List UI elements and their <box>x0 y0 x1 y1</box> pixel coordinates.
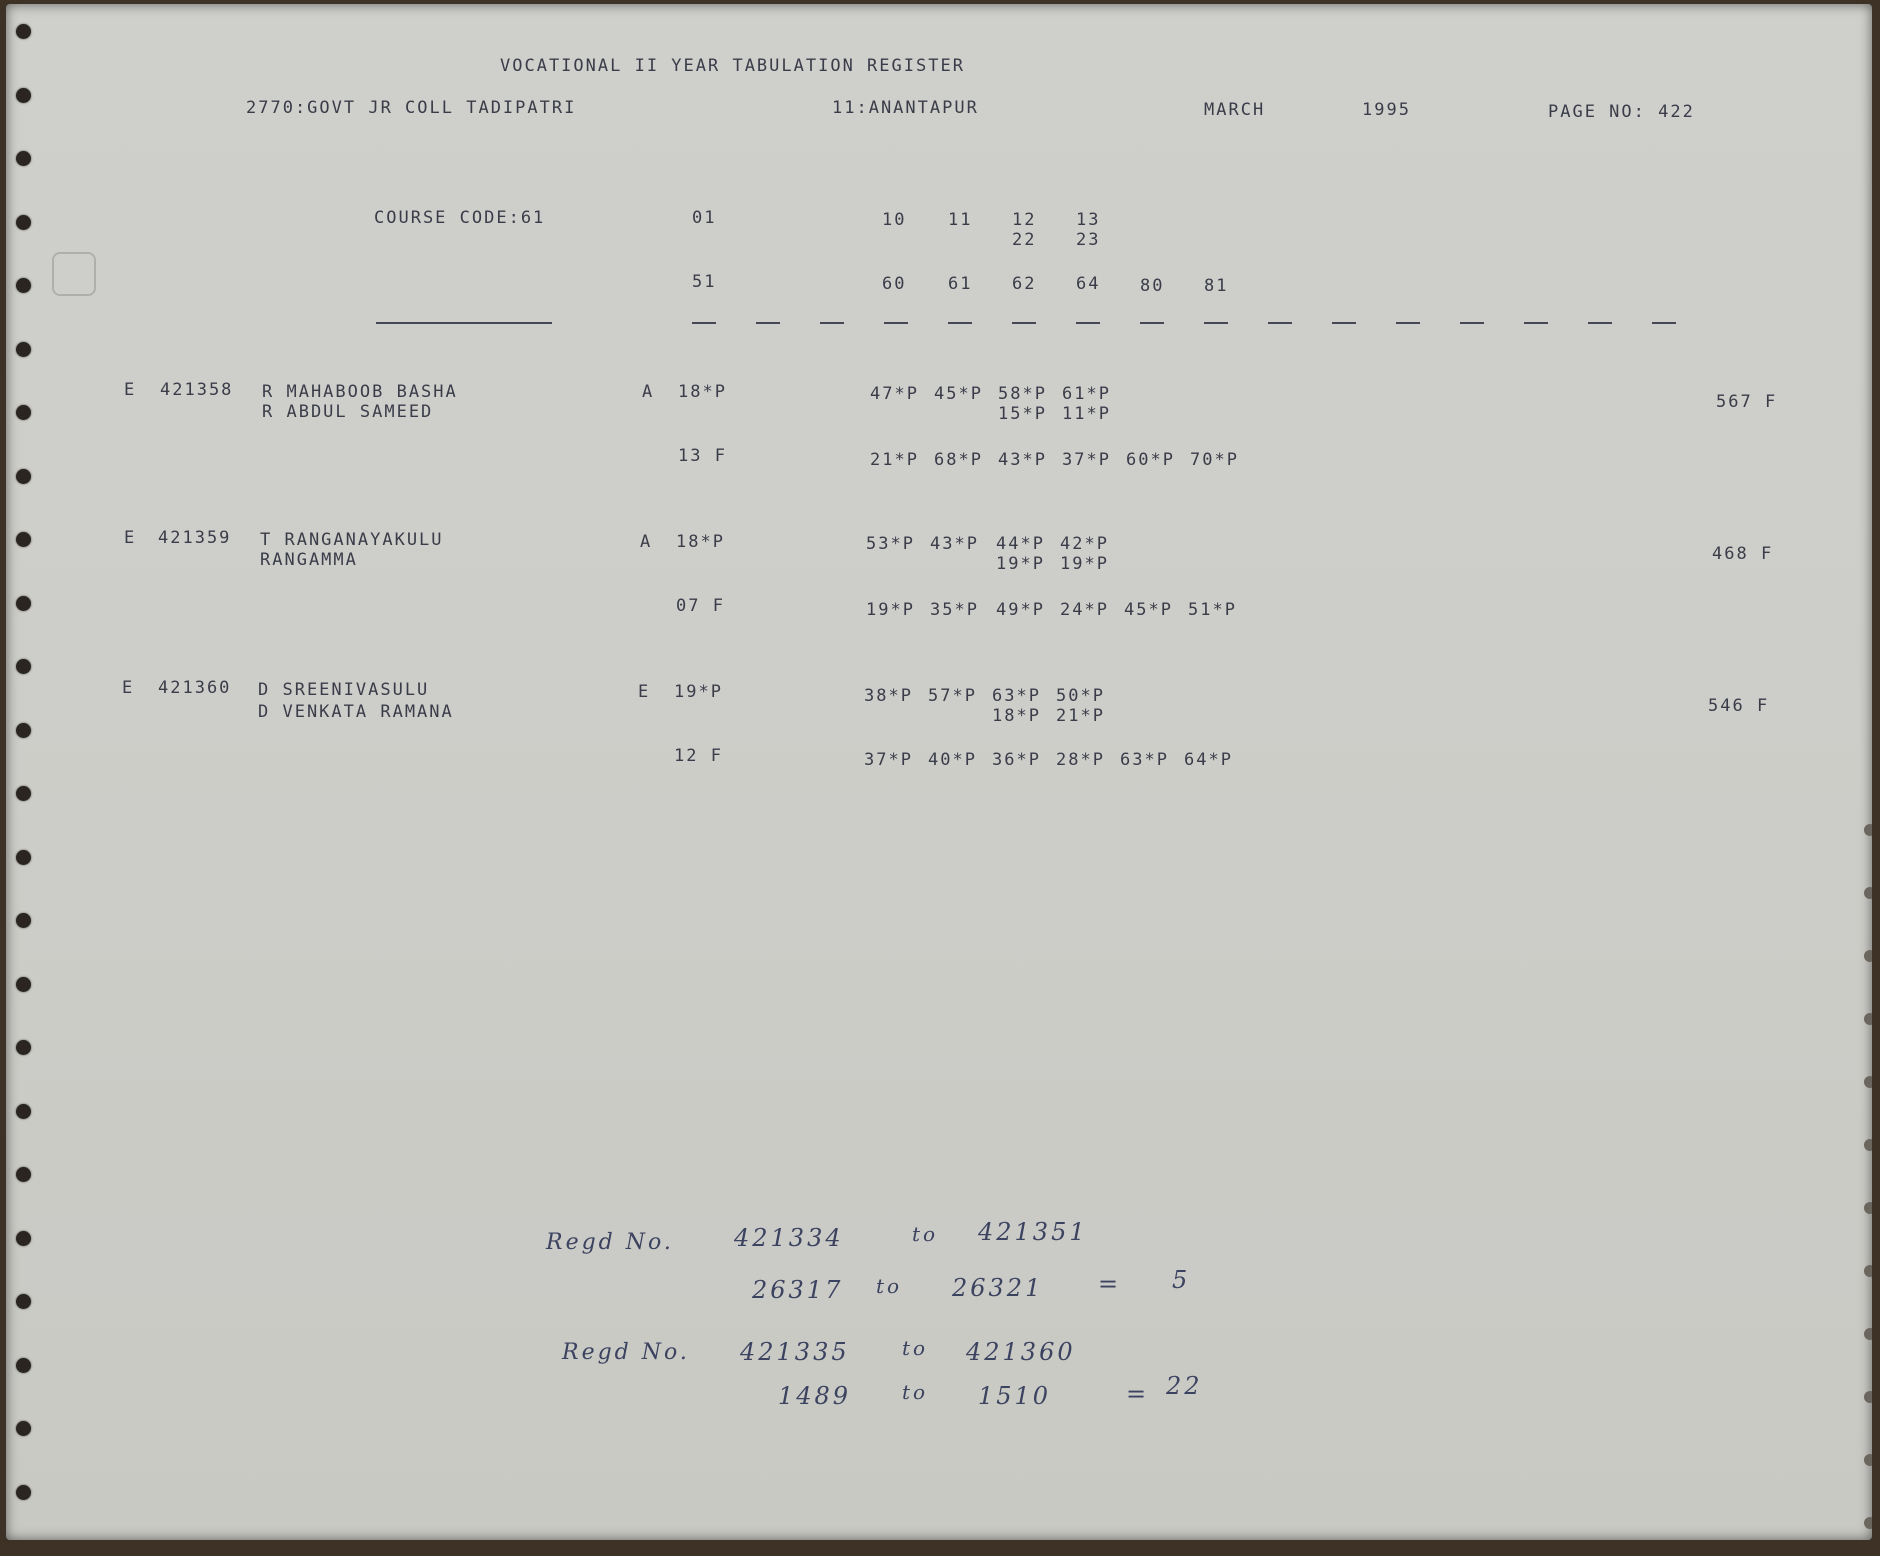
mark-12: 44*P <box>996 534 1045 554</box>
reg-number: 421359 <box>158 528 232 548</box>
hw-range-end: 421351 <box>978 1218 1088 1246</box>
hw-count-end: 1510 <box>978 1382 1052 1410</box>
mark-11: 43*P <box>930 534 979 554</box>
mark-81: 70*P <box>1190 450 1239 470</box>
hw-count-end: 26321 <box>952 1274 1044 1302</box>
mark-61: 35*P <box>930 600 979 620</box>
divider-dash <box>756 322 780 324</box>
mark-11: 45*P <box>934 384 983 404</box>
mark-22: 18*P <box>992 706 1041 726</box>
feed-hole <box>16 1104 31 1119</box>
divider-dash <box>692 322 716 324</box>
feed-hole <box>1864 1202 1872 1214</box>
feed-hole <box>1864 1013 1872 1025</box>
mark-01: 18*P <box>676 532 725 552</box>
feed-hole <box>16 1421 31 1436</box>
mark-23: 19*P <box>1060 554 1109 574</box>
mark-64: 28*P <box>1056 750 1105 770</box>
divider-dash <box>1460 322 1484 324</box>
mark-80: 63*P <box>1120 750 1169 770</box>
feed-hole <box>16 913 31 928</box>
hw-range-end: 421360 <box>966 1338 1076 1366</box>
feed-hole <box>1864 1139 1872 1151</box>
divider-dash <box>1332 322 1356 324</box>
mark-10: 47*P <box>870 384 919 404</box>
feed-hole <box>16 1231 31 1246</box>
district-name: 11:ANANTAPUR <box>832 98 979 118</box>
hw-to: to <box>912 1222 939 1246</box>
feed-hole <box>1864 1517 1872 1529</box>
feed-hole <box>16 342 31 357</box>
mark-62: 43*P <box>998 450 1047 470</box>
mark-23: 11*P <box>1062 404 1111 424</box>
hw-equals: = <box>1098 1270 1122 1298</box>
feed-hole <box>16 215 31 230</box>
hw-count-start: 26317 <box>752 1276 844 1304</box>
col-61: 61 <box>948 274 973 294</box>
total-result: 546 F <box>1708 696 1770 716</box>
divider-dash <box>1204 322 1228 324</box>
mark-80: 60*P <box>1126 450 1175 470</box>
exam-year: 1995 <box>1362 100 1411 120</box>
mark-62: 49*P <box>996 600 1045 620</box>
hw-to: to <box>876 1274 903 1298</box>
col-10: 10 <box>882 210 907 230</box>
mark-12: 63*P <box>992 686 1041 706</box>
mark-62: 36*P <box>992 750 1041 770</box>
mark-01: 19*P <box>674 682 723 702</box>
feed-hole <box>16 1358 31 1373</box>
college-name: 2770:GOVT JR COLL TADIPATRI <box>246 98 577 118</box>
col-60: 60 <box>882 274 907 294</box>
feed-hole <box>1864 950 1872 962</box>
total-result: 468 F <box>1712 544 1774 564</box>
feed-hole <box>16 1167 31 1182</box>
mark-60: 19*P <box>866 600 915 620</box>
mark-10: 53*P <box>866 534 915 554</box>
register-title: VOCATIONAL II YEAR TABULATION REGISTER <box>500 56 965 76</box>
mark-11: 57*P <box>928 686 977 706</box>
col-01: 01 <box>692 208 717 228</box>
hw-range-start: 421335 <box>740 1338 850 1366</box>
feed-hole <box>16 88 31 103</box>
col-22: 22 <box>1012 230 1037 250</box>
hw-count-start: 1489 <box>778 1382 852 1410</box>
divider-dash <box>884 322 908 324</box>
hw-range-start: 421334 <box>734 1224 844 1252</box>
mark-60: 37*P <box>864 750 913 770</box>
mark-13: 50*P <box>1056 686 1105 706</box>
student-name: R MAHABOOB BASHA <box>262 382 458 402</box>
feed-hole <box>16 1040 31 1055</box>
divider-dash <box>1588 322 1612 324</box>
father-name: RANGAMMA <box>260 550 358 570</box>
hw-regd-label: Regd No. <box>562 1340 690 1365</box>
mark-64: 24*P <box>1060 600 1109 620</box>
mark-51: 12 F <box>674 746 723 766</box>
page-number: PAGE NO: 422 <box>1548 102 1695 122</box>
header-underline <box>376 322 552 324</box>
mark-01: 18*P <box>678 382 727 402</box>
hw-equals: = <box>1126 1380 1150 1408</box>
total-result: 567 F <box>1716 392 1778 412</box>
col-11: 11 <box>948 210 973 230</box>
father-name: R ABDUL SAMEED <box>262 402 434 422</box>
divider-dash <box>1076 322 1100 324</box>
feed-hole <box>16 977 31 992</box>
feed-hole <box>16 24 31 39</box>
grade: A <box>640 532 653 552</box>
feed-hole <box>16 850 31 865</box>
mark-22: 15*P <box>998 404 1047 424</box>
mark-81: 64*P <box>1184 750 1233 770</box>
mark-13: 61*P <box>1062 384 1111 404</box>
divider-dash <box>820 322 844 324</box>
col-12: 12 <box>1012 210 1037 230</box>
mark-13: 42*P <box>1060 534 1109 554</box>
feed-hole <box>1864 1391 1872 1403</box>
col-64: 64 <box>1076 274 1101 294</box>
feed-hole <box>16 1485 31 1500</box>
mark-64: 37*P <box>1062 450 1111 470</box>
student-name: D SREENIVASULU <box>258 680 430 700</box>
divider-dash <box>1652 322 1676 324</box>
mark-10: 38*P <box>864 686 913 706</box>
divider-dash <box>1268 322 1292 324</box>
hw-to: to <box>902 1336 929 1360</box>
col-13: 13 <box>1076 210 1101 230</box>
feed-hole <box>1864 1076 1872 1088</box>
feed-hole <box>16 596 31 611</box>
category: E <box>122 678 135 698</box>
divider-dash <box>1012 322 1036 324</box>
grade: E <box>638 682 651 702</box>
col-51: 51 <box>692 272 717 292</box>
feed-hole <box>16 278 31 293</box>
col-81: 81 <box>1204 276 1229 296</box>
feed-hole <box>1864 1265 1872 1277</box>
feed-hole <box>16 532 31 547</box>
mark-22: 19*P <box>996 554 1045 574</box>
mark-23: 21*P <box>1056 706 1105 726</box>
feed-hole <box>16 1294 31 1309</box>
mark-80: 45*P <box>1124 600 1173 620</box>
col-62: 62 <box>1012 274 1037 294</box>
category: E <box>124 528 137 548</box>
feed-hole <box>1864 1328 1872 1340</box>
divider-dash <box>1396 322 1420 324</box>
mark-61: 40*P <box>928 750 977 770</box>
feed-hole <box>1864 824 1872 836</box>
feed-hole <box>16 151 31 166</box>
feed-hole <box>16 786 31 801</box>
mark-61: 68*P <box>934 450 983 470</box>
feed-hole <box>16 405 31 420</box>
grade: A <box>642 382 655 402</box>
hw-total: 5 <box>1172 1266 1191 1294</box>
divider-dash <box>1524 322 1548 324</box>
hw-regd-label: Regd No. <box>546 1230 674 1255</box>
col-23: 23 <box>1076 230 1101 250</box>
divider-dash <box>1140 322 1164 324</box>
col-80: 80 <box>1140 276 1165 296</box>
feed-hole <box>16 723 31 738</box>
father-name: D VENKATA RAMANA <box>258 702 454 722</box>
hw-to: to <box>902 1380 929 1404</box>
feed-hole <box>16 659 31 674</box>
reg-number: 421360 <box>158 678 232 698</box>
course-code: COURSE CODE:61 <box>374 208 546 228</box>
student-name: T RANGANAYAKULU <box>260 530 444 550</box>
register-sheet <box>6 4 1872 1540</box>
feed-hole <box>1864 1454 1872 1466</box>
mark-12: 58*P <box>998 384 1047 404</box>
reg-number: 421358 <box>160 380 234 400</box>
divider-dash <box>948 322 972 324</box>
mark-60: 21*P <box>870 450 919 470</box>
feed-hole <box>16 469 31 484</box>
exam-month: MARCH <box>1204 100 1266 120</box>
mark-51: 13 F <box>678 446 727 466</box>
hw-total: 22 <box>1166 1372 1203 1400</box>
stamp-mark <box>52 252 96 296</box>
category: E <box>124 380 137 400</box>
feed-hole <box>1864 887 1872 899</box>
mark-51: 07 F <box>676 596 725 616</box>
mark-81: 51*P <box>1188 600 1237 620</box>
